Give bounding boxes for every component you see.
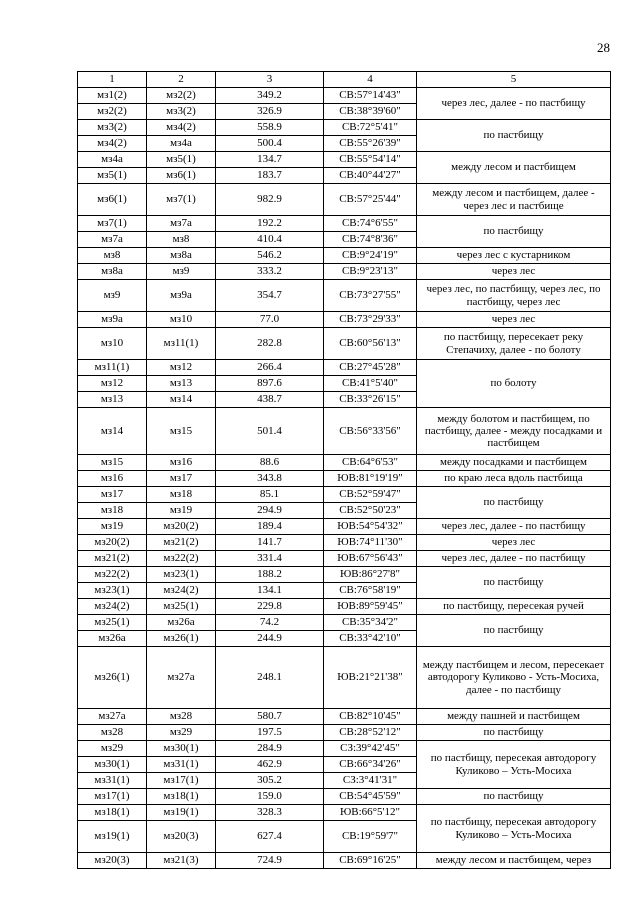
start-point-cell: мз2(2) (78, 104, 147, 120)
end-point-cell: мз24(2) (147, 583, 216, 599)
distance-cell: 284.9 (216, 741, 324, 757)
distance-cell: 343.8 (216, 471, 324, 487)
description-cell: между лесом и пастбищем, далее - через лес и пастбище (417, 184, 611, 216)
end-point-cell: мз27а (147, 647, 216, 709)
end-point-cell: мз29 (147, 725, 216, 741)
distance-cell: 305.2 (216, 773, 324, 789)
end-point-cell: мз11(1) (147, 328, 216, 360)
distance-cell: 349.2 (216, 88, 324, 104)
bearing-cell: СВ:69°16'25" (324, 853, 417, 869)
end-point-cell: мз20(3) (147, 821, 216, 853)
table-row (78, 519, 611, 535)
description-cell: по пастбищу (417, 789, 611, 805)
distance-cell: 558.9 (216, 120, 324, 136)
distance-cell: 982.9 (216, 184, 324, 216)
start-point-cell: мз16 (78, 471, 147, 487)
bearing-cell: СВ:73°29'33" (324, 312, 417, 328)
end-point-cell: мз21(2) (147, 535, 216, 551)
table-row (78, 248, 611, 264)
bearing-cell: СВ:64°6'53" (324, 455, 417, 471)
bearing-cell: СВ:41°5'40" (324, 376, 417, 392)
bearing-cell: ЮВ:54°54'32" (324, 519, 417, 535)
end-point-cell: мз15 (147, 408, 216, 455)
start-point-cell: мз17(1) (78, 789, 147, 805)
distance-cell: 546.2 (216, 248, 324, 264)
start-point-cell: мз31(1) (78, 773, 147, 789)
distance-cell: 354.7 (216, 280, 324, 312)
table-row (78, 789, 611, 805)
end-point-cell: мз8 (147, 232, 216, 248)
column-header: 3 (216, 72, 324, 88)
end-point-cell: мз21(3) (147, 853, 216, 869)
distance-cell: 244.9 (216, 631, 324, 647)
bearing-cell: СВ:74°8'36" (324, 232, 417, 248)
distance-cell: 188.2 (216, 567, 324, 583)
bearing-cell: СВ:52°59'47" (324, 487, 417, 503)
end-point-cell: мз26(1) (147, 631, 216, 647)
distance-cell: 197.5 (216, 725, 324, 741)
page-number: 28 (597, 40, 610, 55)
bearing-cell: СВ:72°5'41" (324, 120, 417, 136)
description-cell: по пастбищу, пересекая автодорогу Куликово – Усть-Мосиха (417, 741, 611, 789)
start-point-cell: мз12 (78, 376, 147, 392)
distance-cell: 500.4 (216, 136, 324, 152)
bearing-cell: ЮВ:89°59'45" (324, 599, 417, 615)
table-row (78, 328, 611, 360)
column-header: 4 (324, 72, 417, 88)
start-point-cell: мз18(1) (78, 805, 147, 821)
start-point-cell: мз20(2) (78, 535, 147, 551)
start-point-cell: мз11(1) (78, 360, 147, 376)
end-point-cell: мз19 (147, 503, 216, 519)
distance-cell: 331.4 (216, 551, 324, 567)
bearing-cell: СВ:27°45'28" (324, 360, 417, 376)
distance-cell: 159.0 (216, 789, 324, 805)
bearing-cell: СВ:9°23'13" (324, 264, 417, 280)
bearing-cell: ЮВ:74°11'30" (324, 535, 417, 551)
description-cell: через лес, далее - по пастбищу (417, 519, 611, 535)
start-point-cell: мз29 (78, 741, 147, 757)
bearing-cell: СЗ:3°41'31" (324, 773, 417, 789)
table-row (78, 408, 611, 455)
distance-cell: 627.4 (216, 821, 324, 853)
end-point-cell: мз17(1) (147, 773, 216, 789)
end-point-cell: мз20(2) (147, 519, 216, 535)
start-point-cell: мз4а (78, 152, 147, 168)
end-point-cell: мз22(2) (147, 551, 216, 567)
start-point-cell: мз13 (78, 392, 147, 408)
distance-cell: 189.4 (216, 519, 324, 535)
bearing-cell: СВ:54°45'59" (324, 789, 417, 805)
description-cell: по краю леса вдоль пастбища (417, 471, 611, 487)
description-cell: по пастбищу (417, 567, 611, 599)
start-point-cell: мз23(1) (78, 583, 147, 599)
bearing-cell: СВ:33°42'10" (324, 631, 417, 647)
start-point-cell: мз19(1) (78, 821, 147, 853)
end-point-cell: мз13 (147, 376, 216, 392)
description-cell: через лес (417, 264, 611, 280)
bearing-cell: ЮВ:67°56'43" (324, 551, 417, 567)
table-row (78, 615, 611, 631)
distance-cell: 462.9 (216, 757, 324, 773)
end-point-cell: мз17 (147, 471, 216, 487)
end-point-cell: мз5(1) (147, 152, 216, 168)
start-point-cell: мз21(2) (78, 551, 147, 567)
bearing-cell: СВ:52°50'23" (324, 503, 417, 519)
end-point-cell: мз26а (147, 615, 216, 631)
table-header-row (78, 72, 611, 88)
table-row (78, 184, 611, 216)
table-row (78, 853, 611, 869)
table-row (78, 471, 611, 487)
column-header: 1 (78, 72, 147, 88)
distance-cell: 192.2 (216, 216, 324, 232)
bearing-cell: СВ:73°27'55" (324, 280, 417, 312)
table-row (78, 280, 611, 312)
table-row (78, 805, 611, 821)
distance-cell: 183.7 (216, 168, 324, 184)
table-row (78, 264, 611, 280)
route-table (77, 71, 611, 869)
table-row (78, 487, 611, 503)
distance-cell: 326.9 (216, 104, 324, 120)
end-point-cell: мз12 (147, 360, 216, 376)
table-row (78, 599, 611, 615)
start-point-cell: мз28 (78, 725, 147, 741)
distance-cell: 328.3 (216, 805, 324, 821)
distance-cell: 85.1 (216, 487, 324, 503)
end-point-cell: мз10 (147, 312, 216, 328)
distance-cell: 77.0 (216, 312, 324, 328)
distance-cell: 141.7 (216, 535, 324, 551)
bearing-cell: ЮВ:66°5'12" (324, 805, 417, 821)
end-point-cell: мз28 (147, 709, 216, 725)
bearing-cell: СВ:74°6'55" (324, 216, 417, 232)
description-cell: через лес, далее - по пастбищу (417, 88, 611, 120)
distance-cell: 266.4 (216, 360, 324, 376)
start-point-cell: мз22(2) (78, 567, 147, 583)
bearing-cell: СЗ:39°42'45" (324, 741, 417, 757)
distance-cell: 580.7 (216, 709, 324, 725)
start-point-cell: мз1(2) (78, 88, 147, 104)
bearing-cell: СВ:76°58'19" (324, 583, 417, 599)
description-cell: через лес с кустарником (417, 248, 611, 264)
description-cell: через лес, по пастбищу, через лес, по пастбищу, через лес (417, 280, 611, 312)
description-cell: через лес (417, 312, 611, 328)
description-cell: между пашней и пастбищем (417, 709, 611, 725)
bearing-cell: СВ:57°25'44" (324, 184, 417, 216)
end-point-cell: мз23(1) (147, 567, 216, 583)
start-point-cell: мз9 (78, 280, 147, 312)
start-point-cell: мз26(1) (78, 647, 147, 709)
end-point-cell: мз7(1) (147, 184, 216, 216)
description-cell: по пастбищу, пересекает реку Степачиху, далее - по болоту (417, 328, 611, 360)
start-point-cell: мз6(1) (78, 184, 147, 216)
bearing-cell: СВ:19°59'7" (324, 821, 417, 853)
table-row (78, 216, 611, 232)
start-point-cell: мз7а (78, 232, 147, 248)
end-point-cell: мз4(2) (147, 120, 216, 136)
description-cell: по пастбищу, пересекая автодорогу Куликово – Усть-Мосиха (417, 805, 611, 853)
bearing-cell: СВ:38°39'60" (324, 104, 417, 120)
table-row (78, 567, 611, 583)
bearing-cell: ЮВ:86°27'8" (324, 567, 417, 583)
distance-cell: 88.6 (216, 455, 324, 471)
table-row (78, 535, 611, 551)
column-header: 5 (417, 72, 611, 88)
description-cell: по пастбищу (417, 725, 611, 741)
description-cell: через лес, далее - по пастбищу (417, 551, 611, 567)
start-point-cell: мз17 (78, 487, 147, 503)
description-cell: по пастбищу, пересекая ручей (417, 599, 611, 615)
end-point-cell: мз31(1) (147, 757, 216, 773)
distance-cell: 724.9 (216, 853, 324, 869)
description-cell: по болоту (417, 360, 611, 408)
distance-cell: 134.7 (216, 152, 324, 168)
start-point-cell: мз4(2) (78, 136, 147, 152)
bearing-cell: СВ:82°10'45" (324, 709, 417, 725)
start-point-cell: мз27а (78, 709, 147, 725)
column-header: 2 (147, 72, 216, 88)
description-cell: по пастбищу (417, 120, 611, 152)
start-point-cell: мз30(1) (78, 757, 147, 773)
distance-cell: 438.7 (216, 392, 324, 408)
bearing-cell: СВ:35°34'2" (324, 615, 417, 631)
start-point-cell: мз14 (78, 408, 147, 455)
bearing-cell: СВ:55°26'39" (324, 136, 417, 152)
end-point-cell: мз6(1) (147, 168, 216, 184)
distance-cell: 333.2 (216, 264, 324, 280)
bearing-cell: СВ:66°34'26" (324, 757, 417, 773)
distance-cell: 294.9 (216, 503, 324, 519)
end-point-cell: мз2(2) (147, 88, 216, 104)
bearing-cell: ЮВ:21°21'38" (324, 647, 417, 709)
table-row (78, 120, 611, 136)
bearing-cell: СВ:56°33'56" (324, 408, 417, 455)
end-point-cell: мз19(1) (147, 805, 216, 821)
start-point-cell: мз3(2) (78, 120, 147, 136)
end-point-cell: мз16 (147, 455, 216, 471)
start-point-cell: мз9а (78, 312, 147, 328)
start-point-cell: мз25(1) (78, 615, 147, 631)
description-cell: по пастбищу (417, 216, 611, 248)
table-row (78, 360, 611, 376)
description-cell: между лесом и пастбищем (417, 152, 611, 184)
table-row (78, 741, 611, 757)
end-point-cell: мз7а (147, 216, 216, 232)
bearing-cell: СВ:60°56'13" (324, 328, 417, 360)
end-point-cell: мз18(1) (147, 789, 216, 805)
bearing-cell: СВ:57°14'43" (324, 88, 417, 104)
end-point-cell: мз9а (147, 280, 216, 312)
start-point-cell: мз8 (78, 248, 147, 264)
start-point-cell: мз5(1) (78, 168, 147, 184)
end-point-cell: мз30(1) (147, 741, 216, 757)
description-cell: между болотом и пастбищем, по пастбищу, далее - между посадками и пастбищем (417, 408, 611, 455)
end-point-cell: мз9 (147, 264, 216, 280)
start-point-cell: мз8а (78, 264, 147, 280)
distance-cell: 134.1 (216, 583, 324, 599)
start-point-cell: мз18 (78, 503, 147, 519)
bearing-cell: ЮВ:81°19'19" (324, 471, 417, 487)
end-point-cell: мз14 (147, 392, 216, 408)
end-point-cell: мз4а (147, 136, 216, 152)
end-point-cell: мз8а (147, 248, 216, 264)
end-point-cell: мз18 (147, 487, 216, 503)
table-row (78, 88, 611, 104)
description-cell: по пастбищу (417, 615, 611, 647)
table-row (78, 152, 611, 168)
table-row (78, 647, 611, 709)
end-point-cell: мз3(2) (147, 104, 216, 120)
description-cell: между лесом и пастбищем, через (417, 853, 611, 869)
bearing-cell: СВ:55°54'14" (324, 152, 417, 168)
description-cell: между посадками и пастбищем (417, 455, 611, 471)
distance-cell: 501.4 (216, 408, 324, 455)
start-point-cell: мз20(3) (78, 853, 147, 869)
start-point-cell: мз10 (78, 328, 147, 360)
table-row (78, 455, 611, 471)
table-row (78, 725, 611, 741)
start-point-cell: мз24(2) (78, 599, 147, 615)
bearing-cell: СВ:33°26'15" (324, 392, 417, 408)
table-row (78, 709, 611, 725)
description-cell: по пастбищу (417, 487, 611, 519)
start-point-cell: мз15 (78, 455, 147, 471)
start-point-cell: мз7(1) (78, 216, 147, 232)
start-point-cell: мз26а (78, 631, 147, 647)
distance-cell: 410.4 (216, 232, 324, 248)
distance-cell: 897.6 (216, 376, 324, 392)
start-point-cell: мз19 (78, 519, 147, 535)
table-row (78, 312, 611, 328)
distance-cell: 74.2 (216, 615, 324, 631)
description-cell: через лес (417, 535, 611, 551)
distance-cell: 248.1 (216, 647, 324, 709)
end-point-cell: мз25(1) (147, 599, 216, 615)
bearing-cell: СВ:28°52'12" (324, 725, 417, 741)
bearing-cell: СВ:40°44'27" (324, 168, 417, 184)
bearing-cell: СВ:9°24'19" (324, 248, 417, 264)
description-cell: между пастбищем и лесом, пересекает автодорогу Куликово - Усть-Мосиха, далее - по пастбищу (417, 647, 611, 709)
table-row (78, 551, 611, 567)
distance-cell: 282.8 (216, 328, 324, 360)
distance-cell: 229.8 (216, 599, 324, 615)
